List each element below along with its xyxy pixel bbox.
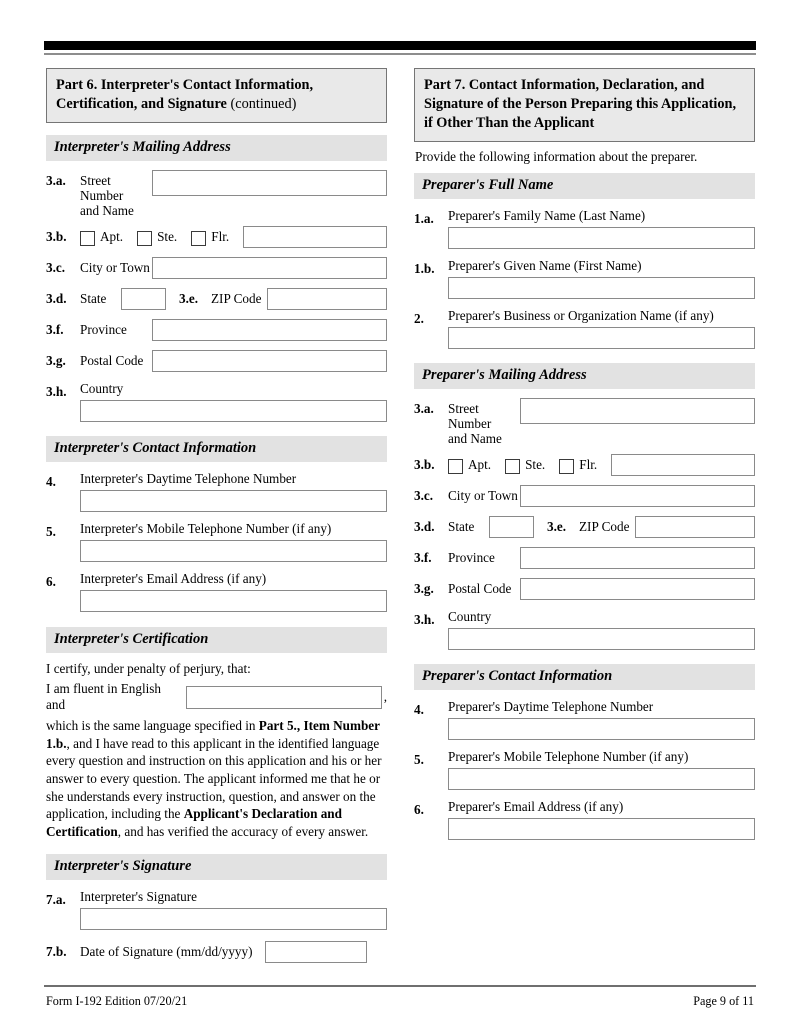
label-province: Province <box>80 321 127 337</box>
input-street-number-and-name[interactable] <box>152 170 387 196</box>
part-6-header <box>46 68 387 123</box>
field-number-3e-preparer: 3.e. <box>547 518 567 534</box>
field-number-6-preparer: 6. <box>414 801 424 817</box>
input-unit-number[interactable] <box>243 226 387 248</box>
field-number-3c: 3.c. <box>46 259 66 275</box>
field-row-preparer-postal <box>414 578 755 600</box>
footer-page-number: Page 9 of 11 <box>693 994 754 1008</box>
input-fluent-language[interactable] <box>186 686 382 709</box>
label-preparer-street-line2: and Name <box>448 430 502 446</box>
certification-fluent-suffix: , <box>383 689 387 705</box>
field-number-3h-preparer: 3.h. <box>414 611 435 627</box>
section-interpreter-contact-information: Interpreter's Contact Information <box>46 436 387 462</box>
input-email-address[interactable] <box>80 590 387 612</box>
field-number-3b: 3.b. <box>46 228 67 244</box>
field-row-preparer-city <box>414 485 755 507</box>
field-number-3g: 3.g. <box>46 352 66 368</box>
field-row-email <box>46 571 387 612</box>
label-interpreter-signature: Interpreter's Signature <box>80 889 197 905</box>
field-row-preparer-unit <box>414 454 755 476</box>
field-row-mobile-phone <box>46 521 387 562</box>
field-row-preparer-email <box>414 799 755 840</box>
field-number-5-preparer: 5. <box>414 751 424 767</box>
certification-fluent-row <box>46 681 387 713</box>
field-row-city <box>46 257 387 279</box>
certification-body-part1: which is the same language specified in <box>46 718 259 734</box>
preparer-instruction: Provide the following information about the preparer. <box>415 149 698 164</box>
label-zip-code: ZIP Code <box>211 290 262 306</box>
right-column <box>414 68 755 840</box>
field-number-2: 2. <box>414 311 424 327</box>
left-column <box>46 68 387 963</box>
label-preparer-mobile-telephone: Preparer's Mobile Telephone Number (if any) <box>448 748 689 764</box>
label-preparer-state: State <box>448 518 475 534</box>
certification-body <box>46 717 387 840</box>
input-preparer-daytime-telephone[interactable] <box>448 718 755 740</box>
input-date-of-signature[interactable] <box>265 941 367 963</box>
field-number-1a: 1.a. <box>414 210 434 226</box>
section-interpreter-signature: Interpreter's Signature <box>46 854 387 880</box>
field-number-5: 5. <box>46 523 56 539</box>
field-row-country <box>46 381 387 422</box>
field-number-7a: 7.a. <box>46 892 66 908</box>
label-preparer-apt: Apt. <box>468 456 492 472</box>
label-preparer-country: Country <box>448 608 492 624</box>
input-mobile-telephone[interactable] <box>80 540 387 562</box>
label-email-address: Interpreter's Email Address (if any) <box>80 570 267 586</box>
label-preparer-email-address: Preparer's Email Address (if any) <box>448 798 624 814</box>
input-preparer-unit-number[interactable] <box>611 454 755 476</box>
label-street-line1: Street Number <box>80 172 124 203</box>
field-row-preparer-province <box>414 547 755 569</box>
section-preparer-contact-information: Preparer's Contact Information <box>414 664 755 690</box>
label-apt: Apt. <box>100 228 124 244</box>
input-family-name[interactable] <box>448 227 755 249</box>
field-row-street <box>46 170 387 218</box>
label-preparer-daytime-telephone: Preparer's Daytime Telephone Number <box>448 698 654 714</box>
field-row-given-name <box>414 258 755 299</box>
input-zip-code[interactable] <box>267 288 387 310</box>
label-preparer-city-or-town: City or Town <box>448 487 518 503</box>
label-daytime-telephone: Interpreter's Daytime Telephone Number <box>80 470 297 486</box>
label-country: Country <box>80 380 124 396</box>
input-preparer-email-address[interactable] <box>448 818 755 840</box>
input-preparer-province[interactable] <box>520 547 755 569</box>
footer-form-info: Form I-192 Edition 07/20/21 <box>46 994 188 1008</box>
field-number-7b: 7.b. <box>46 944 67 960</box>
input-preparer-city-or-town[interactable] <box>520 485 755 507</box>
input-preparer-mobile-telephone[interactable] <box>448 768 755 790</box>
input-preparer-street-number-and-name[interactable] <box>520 398 755 424</box>
part-6-continued: (continued) <box>230 96 297 112</box>
footer-rule <box>44 985 756 987</box>
certification-intro: I certify, under penalty of perjury, that: <box>46 660 251 676</box>
input-preparer-country[interactable] <box>448 628 755 650</box>
field-row-postal <box>46 350 387 372</box>
field-row-signature <box>46 889 387 930</box>
field-row-preparer-street <box>414 398 755 446</box>
input-country[interactable] <box>80 400 387 422</box>
field-number-3c-preparer: 3.c. <box>414 487 434 503</box>
field-row-preparer-state-zip <box>414 516 755 538</box>
label-preparer-postal-code: Postal Code <box>448 580 512 596</box>
input-interpreter-signature[interactable] <box>80 908 387 930</box>
checkbox-preparer-flr[interactable] <box>559 459 574 474</box>
certification-reference-2: Applicant's Declaration and Certification <box>46 806 342 839</box>
input-business-name[interactable] <box>448 327 755 349</box>
part-7-header: Part 7. Contact Information, Declaration, and Signature of the Person Preparing this Application, if Other Than the Applicant <box>414 68 755 142</box>
header-rule-thin <box>44 53 756 55</box>
input-postal-code[interactable] <box>152 350 387 372</box>
input-preparer-state[interactable] <box>489 516 534 538</box>
checkbox-preparer-apt[interactable] <box>448 459 463 474</box>
label-business-name: Preparer's Business or Organization Name (if any) <box>448 308 714 324</box>
field-number-3d: 3.d. <box>46 290 67 306</box>
certification-body-part3: , and has verified the accuracy of every answer. <box>117 823 369 839</box>
label-given-name: Preparer's Given Name (First Name) <box>448 257 642 273</box>
input-city-or-town[interactable] <box>152 257 387 279</box>
checkbox-apt[interactable] <box>80 231 95 246</box>
footer <box>46 994 754 1009</box>
field-row-state-zip <box>46 288 387 310</box>
label-preparer-province: Province <box>448 549 495 565</box>
label-preparer-zip-code: ZIP Code <box>579 518 630 534</box>
section-preparer-mailing-address: Preparer's Mailing Address <box>414 363 755 389</box>
field-number-6: 6. <box>46 573 56 589</box>
input-preparer-postal-code[interactable] <box>520 578 755 600</box>
label-city-or-town: City or Town <box>80 259 150 275</box>
label-ste: Ste. <box>157 228 178 244</box>
label-street-line2: and Name <box>80 202 134 218</box>
label-postal-code: Postal Code <box>80 352 144 368</box>
certification-reference-1: Part 5., Item Number 1.b. <box>46 718 380 751</box>
input-province[interactable] <box>152 319 387 341</box>
checkbox-preparer-ste[interactable] <box>505 459 520 474</box>
label-mobile-telephone: Interpreter's Mobile Telephone Number (if any) <box>80 520 332 536</box>
field-number-1b: 1.b. <box>414 260 435 276</box>
field-row-preparer-daytime-phone <box>414 699 755 740</box>
field-number-4-preparer: 4. <box>414 701 424 717</box>
label-family-name: Preparer's Family Name (Last Name) <box>448 207 646 223</box>
field-number-3g-preparer: 3.g. <box>414 580 434 596</box>
input-daytime-telephone[interactable] <box>80 490 387 512</box>
field-row-daytime-phone <box>46 471 387 512</box>
label-preparer-street-line1: Street Number <box>448 400 492 431</box>
field-number-3a-preparer: 3.a. <box>414 400 434 416</box>
field-row-preparer-mobile-phone <box>414 749 755 790</box>
label-flr: Flr. <box>211 228 230 244</box>
certification-fluent-prefix: I am fluent in English and <box>46 681 162 713</box>
field-number-3b-preparer: 3.b. <box>414 456 435 472</box>
header-rule-thick <box>44 41 756 50</box>
section-interpreter-mailing-address: Interpreter's Mailing Address <box>46 135 387 161</box>
field-number-3a: 3.a. <box>46 172 66 188</box>
field-number-3f: 3.f. <box>46 321 64 337</box>
field-number-3h: 3.h. <box>46 383 67 399</box>
field-row-preparer-country <box>414 609 755 650</box>
section-interpreter-certification: Interpreter's Certification <box>46 627 387 653</box>
field-number-3e: 3.e. <box>179 290 199 306</box>
field-number-3d-preparer: 3.d. <box>414 518 435 534</box>
label-state: State <box>80 290 107 306</box>
field-row-family-name <box>414 208 755 249</box>
input-given-name[interactable] <box>448 277 755 299</box>
part-6-title: Part 6. Interpreter's Contact Information, Certification, and Signature <box>56 77 314 112</box>
input-preparer-zip-code[interactable] <box>635 516 755 538</box>
field-row-date-of-signature <box>46 941 387 963</box>
checkbox-flr[interactable] <box>191 231 206 246</box>
certification-body-part2: , and I have read to this applicant in the identified language every question and instruction on this application and his or her answer to every question. The applicant informed me that he or she understands every instruction, question, and answer on the application, including the <box>46 735 382 822</box>
label-preparer-flr: Flr. <box>579 456 598 472</box>
field-number-4: 4. <box>46 473 56 489</box>
label-date-of-signature: Date of Signature (mm/dd/yyyy) <box>80 944 253 960</box>
field-row-business-name <box>414 308 755 349</box>
field-row-unit <box>46 226 387 248</box>
input-state[interactable] <box>121 288 166 310</box>
checkbox-ste[interactable] <box>137 231 152 246</box>
field-number-3f-preparer: 3.f. <box>414 549 432 565</box>
field-row-province <box>46 319 387 341</box>
label-preparer-ste: Ste. <box>525 456 546 472</box>
section-preparer-full-name: Preparer's Full Name <box>414 173 755 199</box>
